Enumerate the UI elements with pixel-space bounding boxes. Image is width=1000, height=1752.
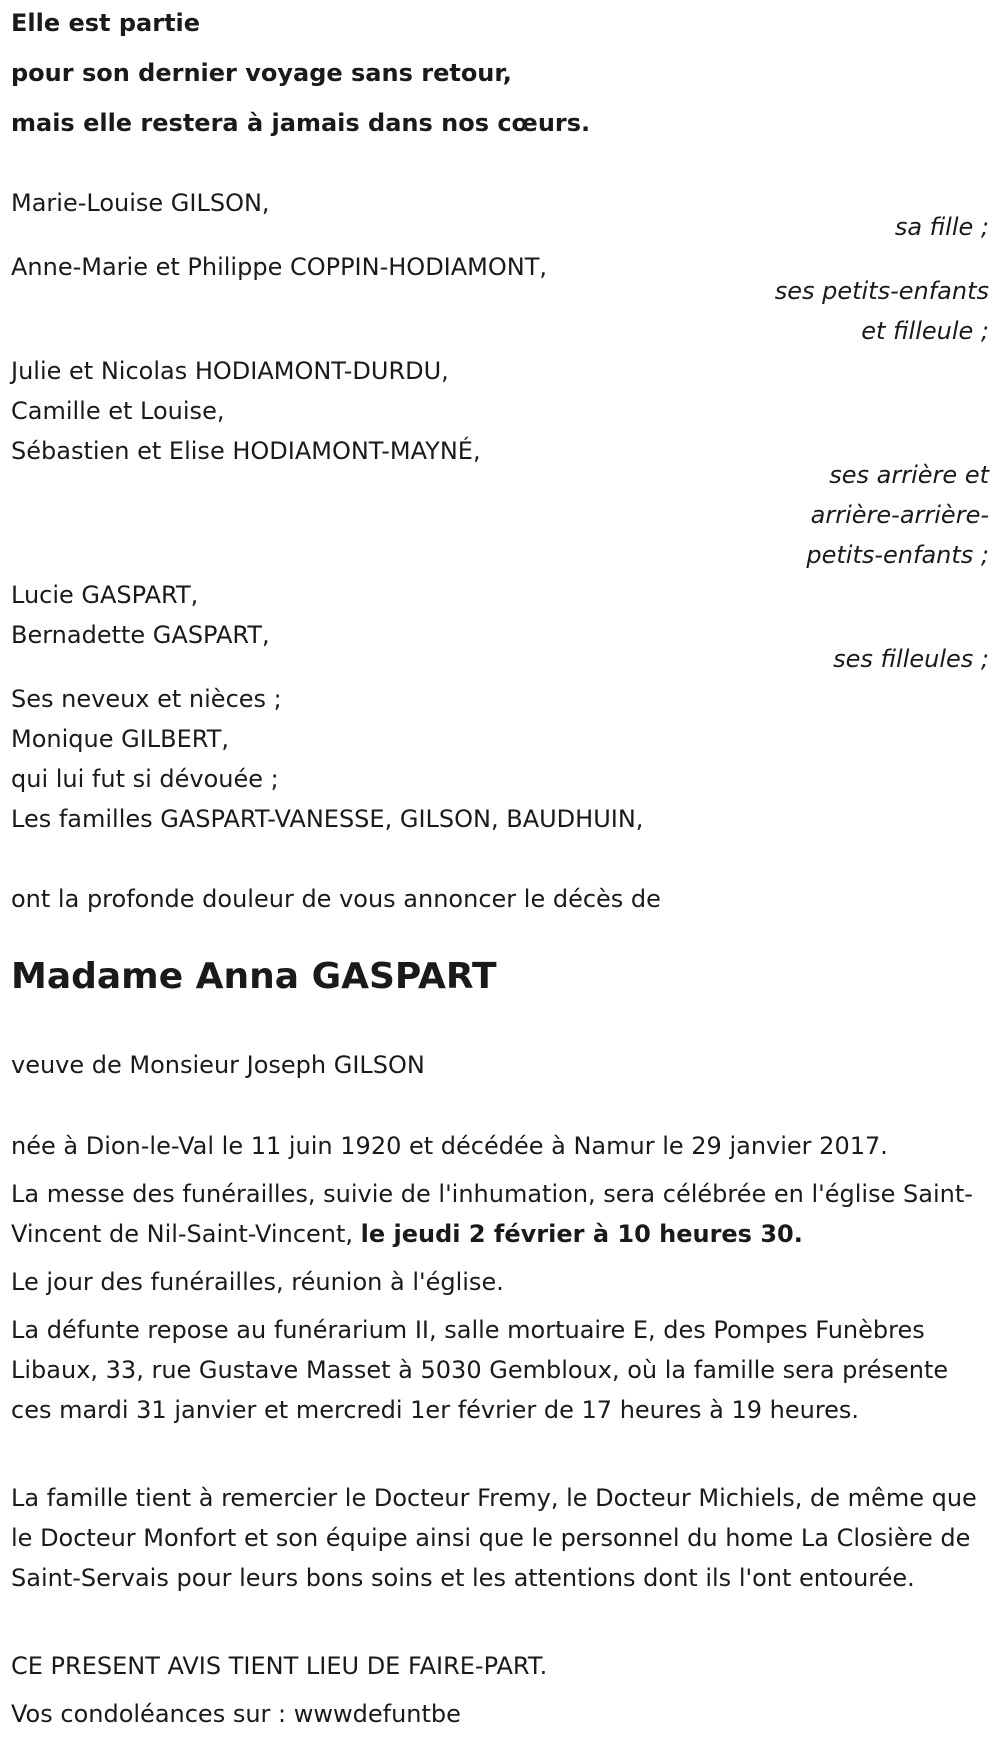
intro-line-2: pour son dernier voyage sans retour, xyxy=(11,59,512,87)
grandchildren-name: Anne-Marie et Philippe COPPIN-HODIAMONT, xyxy=(11,253,548,281)
condolences: Vos condoléances sur : wwwdefuntbe xyxy=(11,1700,461,1728)
grandchildren-relation-2: et filleule ; xyxy=(861,317,989,345)
great-grandchildren-name-3: Sébastien et Elise HODIAMONT-MAYNÉ, xyxy=(11,437,481,465)
daughter-name: Marie-Louise GILSON, xyxy=(11,189,270,217)
intro-line-1: Elle est partie xyxy=(11,9,201,37)
meeting-paragraph: Le jour des funérailles, réunion à l'église. xyxy=(11,1268,504,1296)
great-grandchildren-name-1: Julie et Nicolas HODIAMONT-DURDU, xyxy=(11,357,449,385)
birth-death: née à Dion-le-Val le 11 juin 1920 et décédée à Namur le 29 janvier 2017. xyxy=(11,1132,888,1160)
great-grandchildren-relation-2: arrière-arrière- xyxy=(810,501,989,529)
others-line-1: Ses neveux et nièces ; xyxy=(11,685,282,713)
mass-paragraph xyxy=(11,1174,989,1254)
goddaughter-name-1: Lucie GASPART, xyxy=(11,581,199,609)
daughter-relation: sa fille ; xyxy=(894,213,989,241)
mass-datetime: le jeudi 2 février à 10 heures 30. xyxy=(360,1220,803,1248)
others-line-2: Monique GILBERT, xyxy=(11,725,230,753)
goddaughter-name-2: Bernadette GASPART, xyxy=(11,621,270,649)
intro-line-3: mais elle restera à jamais dans nos cœurs. xyxy=(11,109,591,137)
thanks-paragraph: La famille tient à remercier le Docteur Fremy, le Docteur Michiels, de même que le Docteur Monfort et son équipe ainsi que le personnel du home La Closière de Saint-Servais pour leurs bons soins et les attentions dont ils l'ont entourée. xyxy=(11,1484,977,1592)
goddaughters-relation: ses filleules ; xyxy=(833,645,989,673)
widow-of: veuve de Monsieur Joseph GILSON xyxy=(11,1051,425,1079)
others-line-4: Les familles GASPART-VANESSE, GILSON, BAUDHUIN, xyxy=(11,805,644,833)
grandchildren-relation-1: ses petits-enfants xyxy=(774,277,989,305)
mass-text: La messe des funérailles, suivie de l'inhumation, sera célébrée en l'église Saint-Vincent de Nil-Saint-Vincent, xyxy=(11,1180,973,1248)
great-grandchildren-relation-3: petits-enfants ; xyxy=(806,541,989,569)
others-line-3: qui lui fut si dévouée ; xyxy=(11,765,279,793)
great-grandchildren-name-2: Camille et Louise, xyxy=(11,397,225,425)
repose-paragraph: La défunte repose au funérarium II, salle mortuaire E, des Pompes Funèbres Libaux, 33, rue Gustave Masset à 5030 Gembloux, où la famille sera présente ces mardi 31 janvier et mercredi 1er février de 17 heures à 19 heures. xyxy=(11,1316,949,1424)
deceased-name: Madame Anna GASPART xyxy=(11,956,497,997)
notice: CE PRESENT AVIS TIENT LIEU DE FAIRE-PART. xyxy=(11,1652,548,1680)
announcement: ont la profonde douleur de vous annoncer le décès de xyxy=(11,885,661,913)
great-grandchildren-relation-1: ses arrière et xyxy=(829,461,989,489)
